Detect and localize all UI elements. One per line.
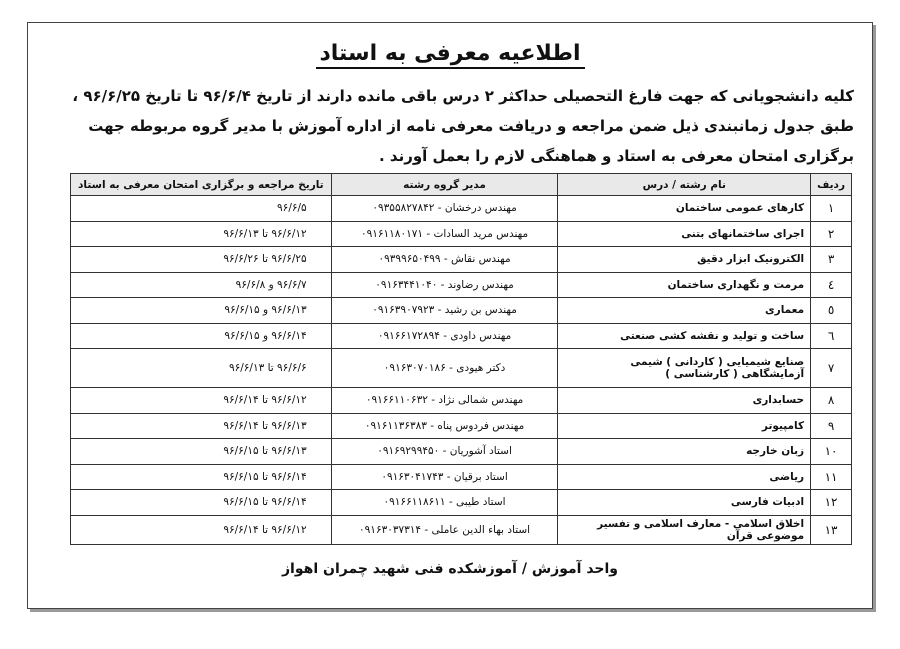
row-course: صنایع شیمیایی ( کاردانی ) شیمی آزمایشگاهی ( کارشناسی ) xyxy=(558,349,811,388)
row-num: ۱۳ xyxy=(811,515,852,544)
row-manager: مهندس نقاش - ۰۹۳۹۹۶۵۰۴۹۹ xyxy=(331,247,558,273)
table-row xyxy=(71,413,852,439)
row-date: ۹۶/۶/۱۴ تا ۹۶/۶/۱۵ xyxy=(71,490,332,516)
table-row xyxy=(71,272,852,298)
row-date: ۹۶/۶/۷ و ۹۶/۶/۸ xyxy=(71,272,332,298)
row-num: ۱۱ xyxy=(811,464,852,490)
notice-intro: کلیه دانشجویانی که جهت فارغ التحصیلی حداکثر ۲ درس باقی مانده دارند از تاریخ ۹۶/۶/۴ تا تاریخ ۹۶/۶/۲۵ ، طبق جدول زمانبندی ذیل ضمن مراجعه و دریافت معرفی نامه از اداره آموزش با مدیر گروه مربوطه جهت برگزاری امتحان معرفی به استاد و هماهنگی لازم را بعمل آورند . xyxy=(72,87,854,165)
table-row xyxy=(71,196,852,222)
row-num: ٦ xyxy=(811,323,852,349)
row-manager: استاد بهاء الدین عاملی - ۰۹۱۶۳۰۳۷۳۱۴ xyxy=(331,515,558,544)
notice-title-wrap xyxy=(28,41,872,66)
row-date: ۹۶/۶/۱۳ تا ۹۶/۶/۱۴ xyxy=(71,413,332,439)
row-num: ۱۲ xyxy=(811,490,852,516)
row-date: ۹۶/۶/۲۵ تا ۹۶/۶/۲۶ xyxy=(71,247,332,273)
row-num: ۹ xyxy=(811,413,852,439)
row-course: ادبیات فارسی xyxy=(558,490,811,516)
row-course: حسابداری xyxy=(558,388,811,414)
row-num: ۷ xyxy=(811,349,852,388)
row-manager: مهندس درخشان - ۰۹۳۵۵۸۲۷۸۴۲ xyxy=(331,196,558,222)
row-date: ۹۶/۶/۱۲ تا ۹۶/۶/۱۴ xyxy=(71,388,332,414)
row-date: ۹۶/۶/۶ تا ۹۶/۶/۱۳ xyxy=(71,349,332,388)
row-manager: استاد طیبی - ۰۹۱۶۶۱۱۸۶۱۱ xyxy=(331,490,558,516)
row-manager: مهندس داودی - ۰۹۱۶۶۱۷۲۸۹۴ xyxy=(331,323,558,349)
row-date: ۹۶/۶/۱۳ تا ۹۶/۶/۱۵ xyxy=(71,439,332,465)
row-date: ۹۶/۶/۱۲ تا ۹۶/۶/۱۳ xyxy=(71,221,332,247)
table-row xyxy=(71,221,852,247)
row-date: ۹۶/۶/۱۴ و ۹۶/۶/۱۵ xyxy=(71,323,332,349)
row-course: معماری xyxy=(558,298,811,324)
table-row xyxy=(71,464,852,490)
header-num: ردیف xyxy=(811,174,852,196)
footer-signature: واحد آموزش / آموزشکده فنی شهید چمران اهواز xyxy=(281,561,619,577)
table-row xyxy=(71,515,852,544)
row-num: ۱۰ xyxy=(811,439,852,465)
header-manager: مدیر گروه رشته xyxy=(331,174,558,196)
table-row xyxy=(71,439,852,465)
row-course: ریاضی xyxy=(558,464,811,490)
row-manager: دکتر هیودی - ۰۹۱۶۳۰۷۰۱۸۶ xyxy=(331,349,558,388)
row-course: اجرای ساختمانهای بتنی xyxy=(558,221,811,247)
row-date: ۹۶/۶/۱۳ و ۹۶/۶/۱۵ xyxy=(71,298,332,324)
row-date: ۹۶/۶/۵ xyxy=(71,196,332,222)
header-date: تاریخ مراجعه و برگزاری امتحان معرفی به استاد xyxy=(71,174,332,196)
table-header-row xyxy=(71,174,852,196)
table-row xyxy=(71,349,852,388)
row-course: کارهای عمومی ساختمان xyxy=(558,196,811,222)
row-date: ۹۶/۶/۱۴ تا ۹۶/۶/۱۵ xyxy=(71,464,332,490)
row-num: ۳ xyxy=(811,247,852,273)
row-course: مرمت و نگهداری ساختمان xyxy=(558,272,811,298)
notice-title: اطلاعیه معرفی به استاد xyxy=(316,41,585,69)
row-manager: استاد برقیان - ۰۹۱۶۳۰۴۱۷۴۳ xyxy=(331,464,558,490)
header-course: نام رشته / درس xyxy=(558,174,811,196)
table-row xyxy=(71,388,852,414)
table-row xyxy=(71,247,852,273)
row-manager: مهندس شمالی نژاد - ۰۹۱۶۶۱۱۰۶۳۲ xyxy=(331,388,558,414)
row-num: ٤ xyxy=(811,272,852,298)
row-num: ۱ xyxy=(811,196,852,222)
row-course: اخلاق اسلامی - معارف اسلامی و تفسیر موضوعی قرآن xyxy=(558,515,811,544)
row-course: زبان خارجه xyxy=(558,439,811,465)
row-num: ۲ xyxy=(811,221,852,247)
table-row xyxy=(71,490,852,516)
row-manager: مهندس بن رشید - ۰۹۱۶۳۹۰۷۹۲۳ xyxy=(331,298,558,324)
row-manager: مهندس رضاوند - ۰۹۱۶۳۴۴۱۰۴۰ xyxy=(331,272,558,298)
row-date: ۹۶/۶/۱۲ تا ۹۶/۶/۱۴ xyxy=(71,515,332,544)
table-row xyxy=(71,323,852,349)
row-course: ساخت و تولید و نقشه کشی صنعتی xyxy=(558,323,811,349)
row-course: کامپیوتر xyxy=(558,413,811,439)
row-num: ۸ xyxy=(811,388,852,414)
table-row xyxy=(71,298,852,324)
notice-page xyxy=(27,22,873,609)
row-manager: مهندس فردوس پناه - ۰۹۱۶۱۱۳۶۳۸۳ xyxy=(331,413,558,439)
row-manager: استاد آشوریان - ۰۹۱۶۹۲۹۹۴۵۰ xyxy=(331,439,558,465)
row-num: ٥ xyxy=(811,298,852,324)
schedule-table xyxy=(70,173,852,545)
row-course: الکترونیک ابزار دقیق xyxy=(558,247,811,273)
row-manager: مهندس مرید السادات - ۰۹۱۶۱۱۸۰۱۷۱ xyxy=(331,221,558,247)
